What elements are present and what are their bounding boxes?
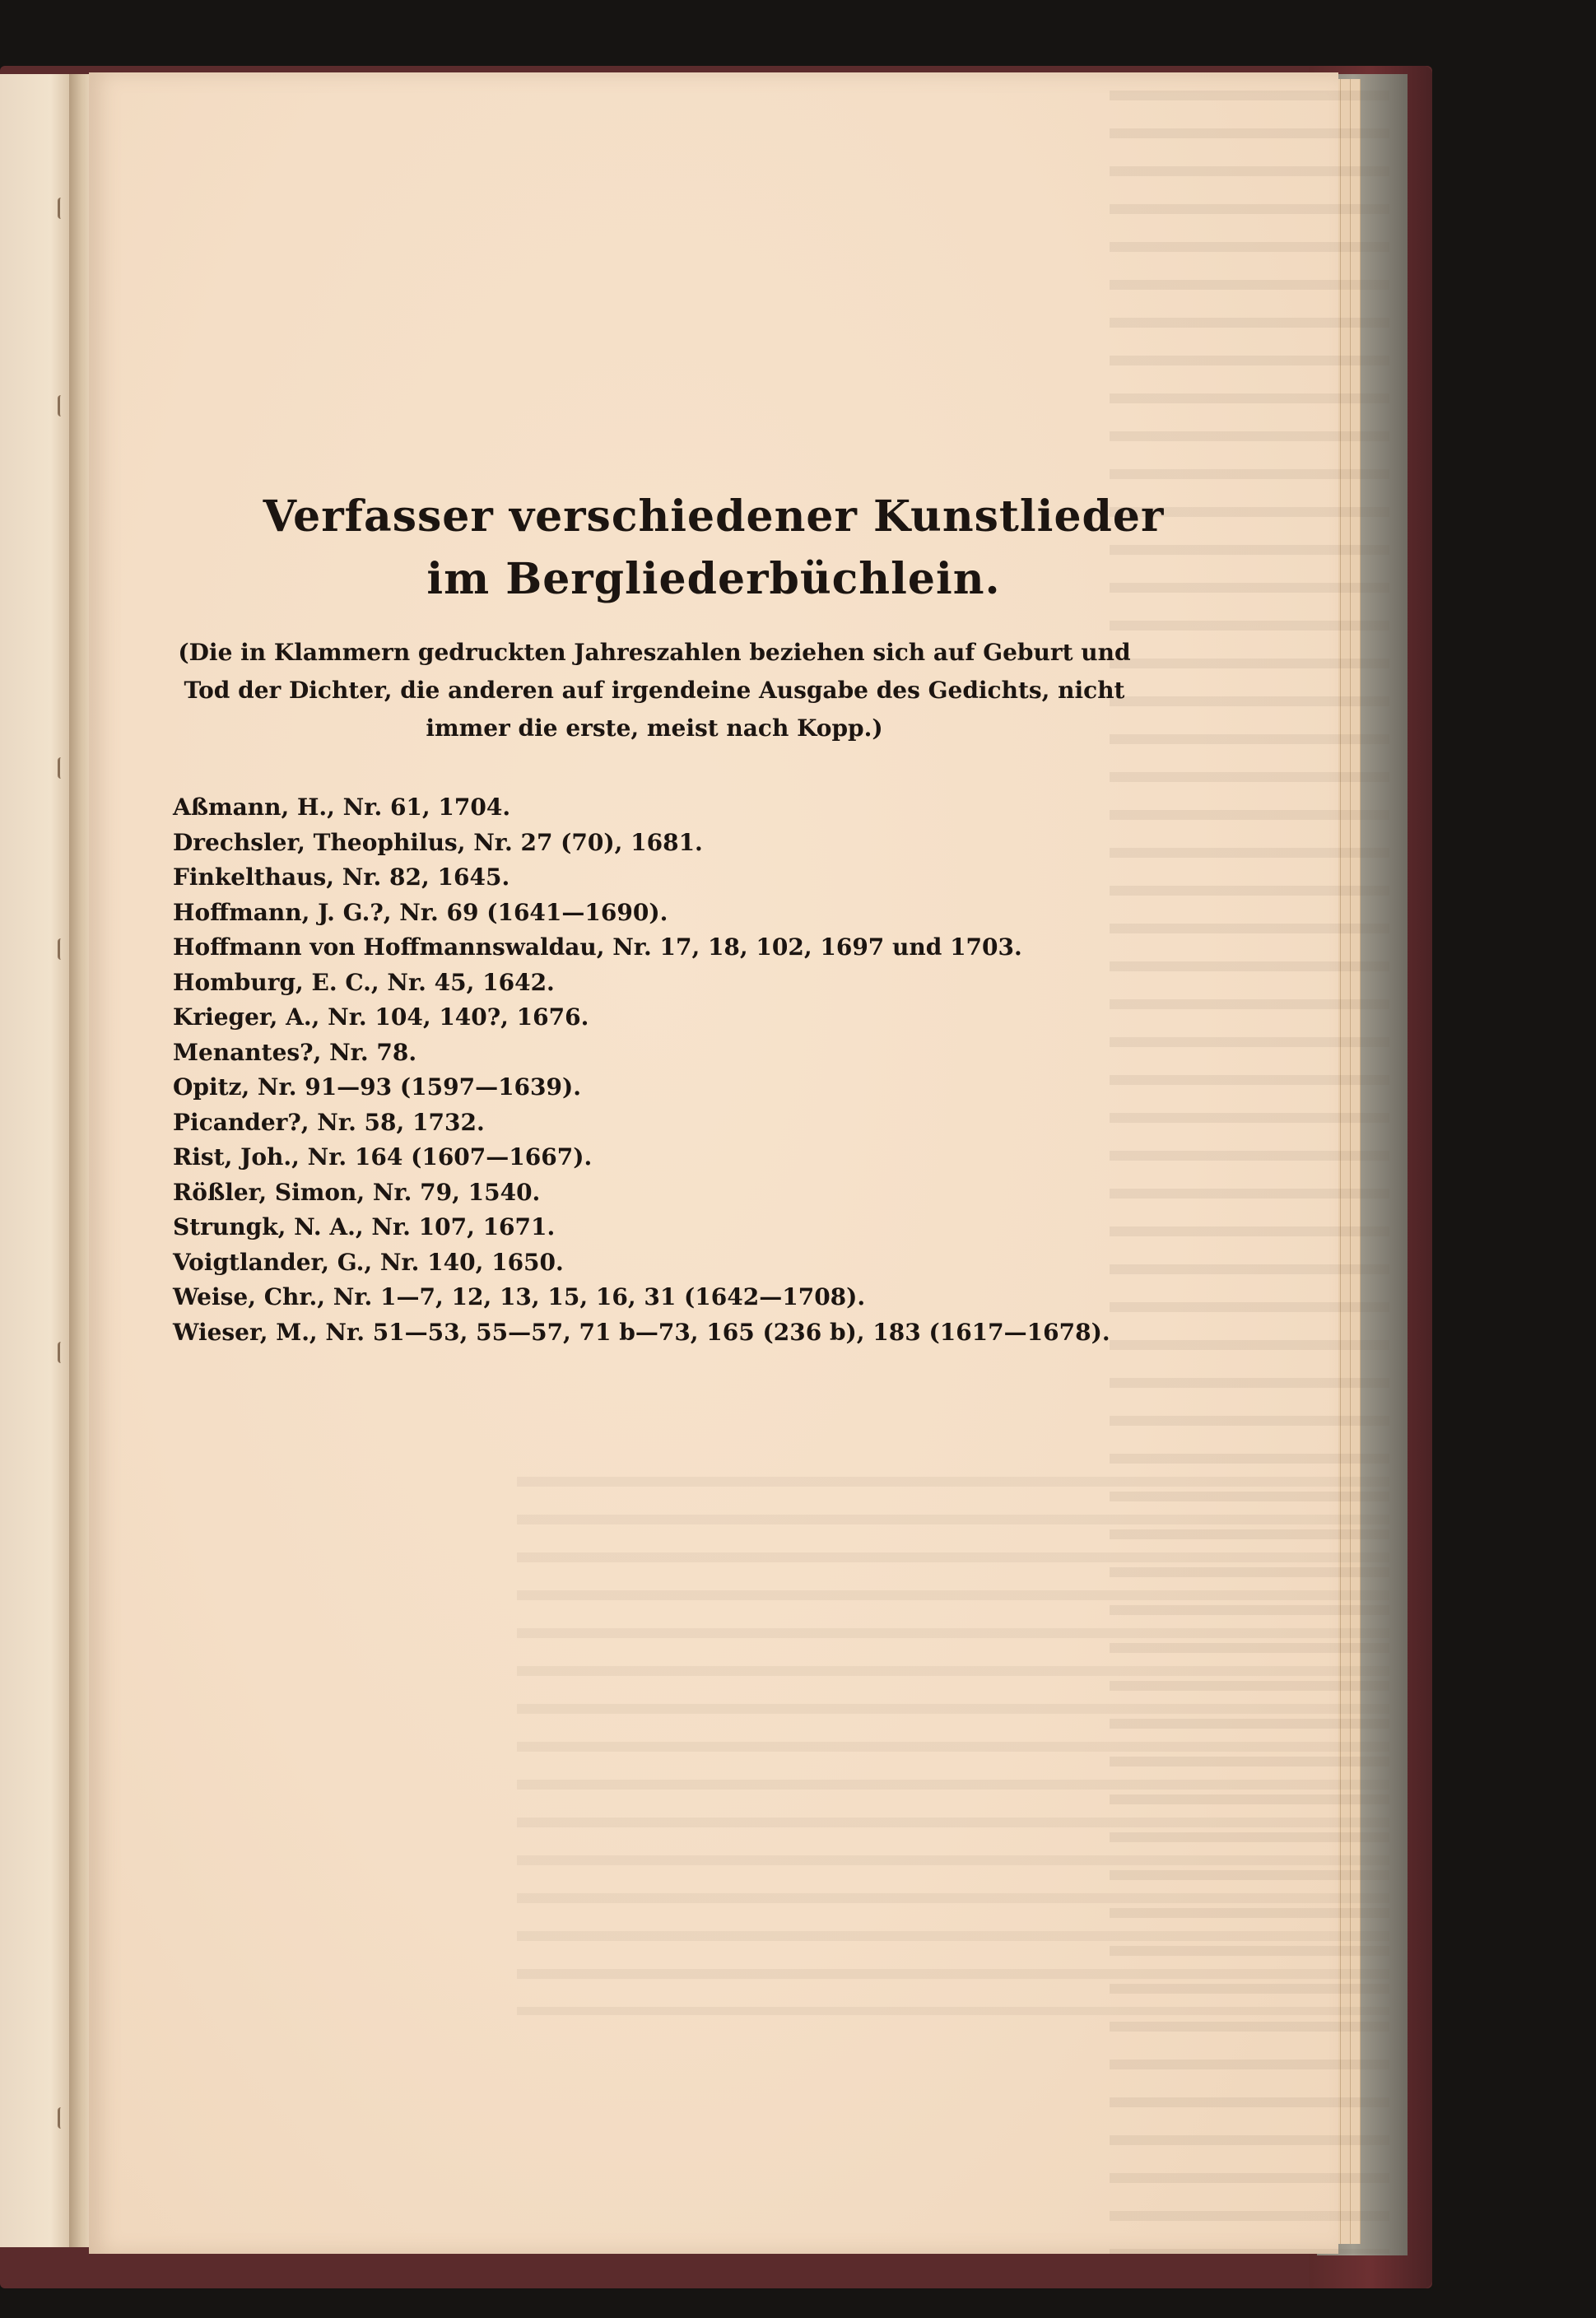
binding-stitch <box>58 757 68 779</box>
page-title <box>89 486 1338 611</box>
binding-stitch <box>58 395 68 417</box>
author-entry: Strungk, N. A., Nr. 107, 1671. <box>173 1213 556 1240</box>
author-entry: Menantes?, Nr. 78. <box>173 1038 417 1066</box>
author-entry: Krieger, A., Nr. 104, 140?, 1676. <box>173 1003 589 1031</box>
author-entry: Hoffmann von Hoffmannswaldau, Nr. 17, 18, 102, 1697 und 1703. <box>173 933 1022 961</box>
author-entry: Weise, Chr., Nr. 1—7, 12, 13, 15, 16, 31 (1642—1708). <box>173 1283 866 1310</box>
author-entry: Finkelthaus, Nr. 82, 1645. <box>173 863 510 891</box>
author-entry: Rist, Joh., Nr. 164 (1607—1667). <box>173 1143 593 1171</box>
author-entry: Opitz, Nr. 91—93 (1597—1639). <box>173 1073 581 1101</box>
binding-stitch <box>58 198 68 219</box>
author-entry: Aßmann, H., Nr. 61, 1704. <box>173 794 511 821</box>
author-entry: Hoffmann, J. G.?, Nr. 69 (1641—1690). <box>173 898 668 926</box>
show-through <box>517 1455 1389 2015</box>
binding-stitch <box>58 1342 68 1363</box>
binding-stitch <box>58 938 68 960</box>
author-list <box>173 790 1202 1350</box>
author-entry: Rößler, Simon, Nr. 79, 1540. <box>173 1178 541 1206</box>
explanatory-note: (Die in Klammern gedruckten Jahreszahlen beziehen sich auf Geburt und Tod der Dichter, die anderen auf irgendeine Ausgabe des Gedichts, nicht immer die erste, meist nach Kopp.) <box>178 639 1131 742</box>
title-line-2: im Bergliederbüchlein. <box>426 554 1001 604</box>
author-entry: Drechsler, Theophilus, Nr. 27 (70), 1681. <box>173 828 703 856</box>
title-line-1: Verfasser verschiedener Kunstlieder <box>263 491 1165 542</box>
author-entry: Homburg, E. C., Nr. 45, 1642. <box>173 968 555 996</box>
author-entry: Voigtlander, G., Nr. 140, 1650. <box>173 1248 564 1276</box>
author-entry: Wieser, M., Nr. 51—53, 55—57, 71 b—73, 165 (236 b), 183 (1617—1678). <box>173 1318 1110 1346</box>
author-entry: Picander?, Nr. 58, 1732. <box>173 1108 485 1136</box>
binding-stitch <box>58 2107 68 2129</box>
